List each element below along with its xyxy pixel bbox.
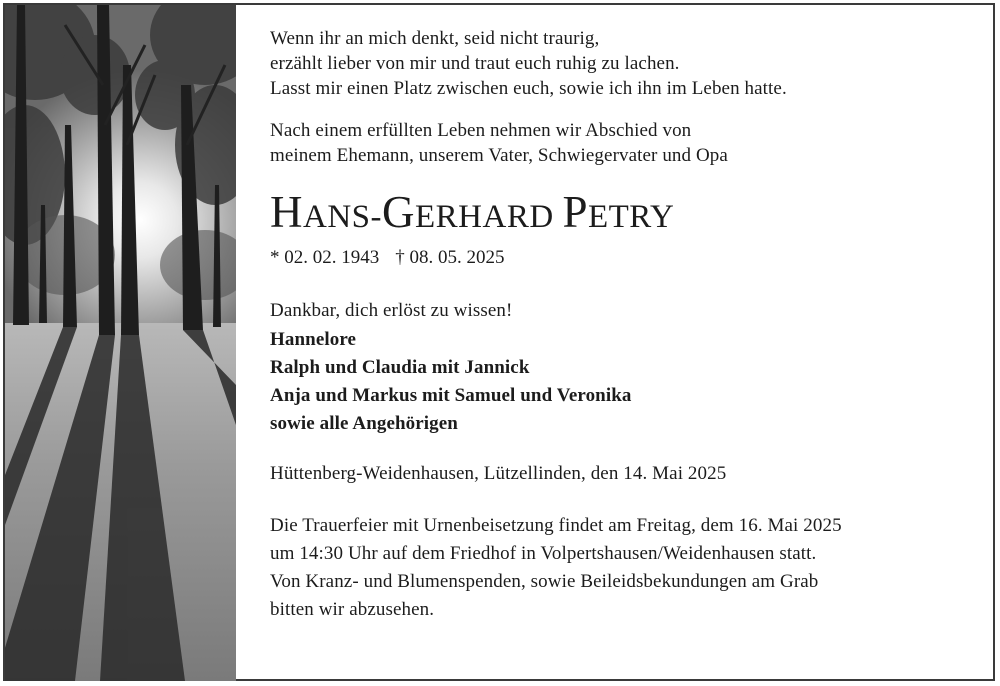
- obituary-text: [270, 26, 985, 622]
- life-dates: [270, 245, 985, 270]
- forest-sunlight-photo: [5, 5, 236, 681]
- birth-date: * 02. 02. 1943: [270, 247, 380, 268]
- name-initial: G: [382, 187, 416, 237]
- ceremony-line: bitten wir abzusehen.: [270, 599, 435, 620]
- place-date: Hüttenberg-Weidenhausen, Lützellinden, den 14. Mai 2025: [270, 463, 727, 484]
- forest-sunlight-image: [5, 5, 236, 681]
- name-part: ETRY: [587, 199, 675, 235]
- intro: [270, 118, 985, 168]
- name-initial: P: [562, 187, 588, 237]
- name-part: ANS-: [303, 199, 383, 235]
- family-member: Anja und Markus mit Samuel und Veronika: [270, 385, 632, 406]
- name-initial: H: [270, 187, 303, 237]
- poem: [270, 26, 985, 101]
- family-member: Ralph und Claudia mit Jannick: [270, 357, 530, 378]
- family-member: Hannelore: [270, 329, 357, 350]
- intro-line: meinem Ehemann, unserem Vater, Schwiegervater und Opa: [270, 145, 728, 166]
- ceremony-line: um 14:30 Uhr auf dem Friedhof in Volpertshausen/Weidenhausen statt.: [270, 543, 817, 564]
- ceremony-line: Von Kranz- und Blumenspenden, sowie Beileidsbekundungen am Grab: [270, 571, 819, 592]
- family-list: [270, 327, 985, 436]
- ceremony-line: Die Trauerfeier mit Urnenbeisetzung findet am Freitag, dem 16. Mai 2025: [270, 515, 842, 536]
- poem-line: erzählt lieber von mir und traut euch ruhig zu lachen.: [270, 53, 680, 74]
- ceremony-notice: [270, 513, 985, 622]
- deceased-name: [270, 186, 985, 243]
- poem-line: Lasst mir einen Platz zwischen euch, sowie ich ihn im Leben hatte.: [270, 78, 787, 99]
- family-member: sowie alle Angehörigen: [270, 413, 458, 434]
- poem-line: Wenn ihr an mich denkt, seid nicht traurig,: [270, 28, 600, 49]
- death-date: † 08. 05. 2025: [395, 247, 505, 268]
- name-part: ERHARD: [415, 199, 563, 235]
- intro-line: Nach einem erfüllten Leben nehmen wir Abschied von: [270, 120, 692, 141]
- gratitude: Dankbar, dich erlöst zu wissen!: [270, 300, 513, 321]
